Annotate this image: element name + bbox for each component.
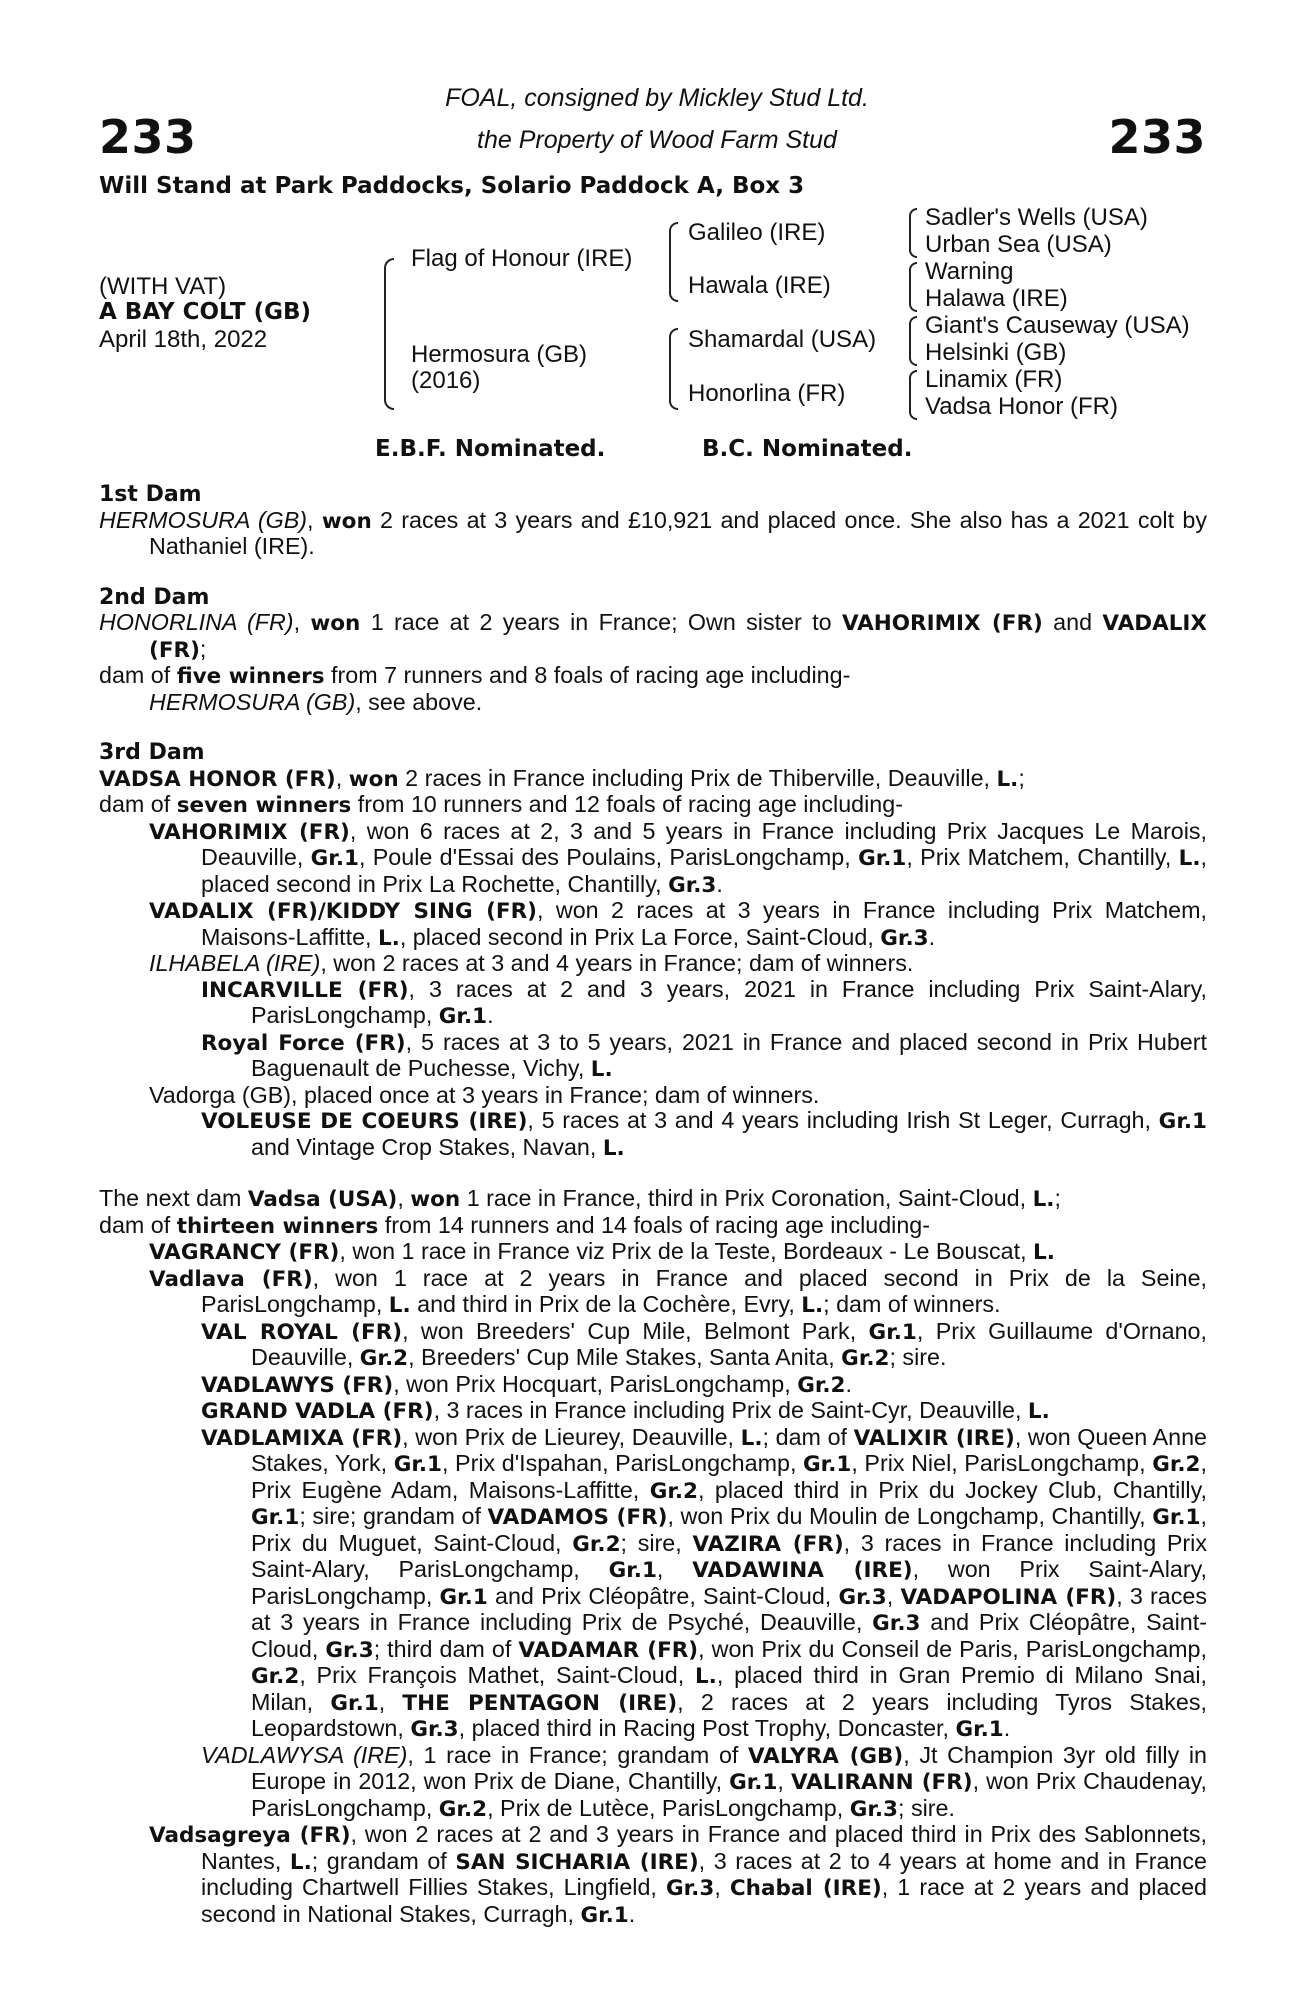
second-dam-produce: dam of five winners from 7 runners and 8 foals of racing age including- (99, 662, 851, 689)
grandfoal-val-royal: VAL ROYAL (FR), won Breeders' Cup Mile, Belmont Park, Gr.1, Prix Guillaume d'Ornano, Deauville, Gr.2, Breeders' Cup Mile Stakes, Santa Anita, Gr.2; sire. (201, 1317, 1207, 1371)
bc-nomination: B.C. Nominated. (702, 436, 913, 462)
consignor-line: FOAL, consigned by Mickley Stud Ltd. (445, 84, 869, 112)
ancestor-8: Vadsa Honor (FR) (925, 393, 1118, 420)
next-dam-produce: dam of thirteen winners from 14 runners and 14 foals of racing age including- (99, 1211, 931, 1239)
sire: Flag of Honour (IRE) (411, 245, 633, 272)
ancestor-3: Warning (925, 258, 1014, 285)
grandfoal-voleuse: VOLEUSE DE COEURS (IRE), 5 races at 3 and 4 years including Irish St Leger, Curragh, Gr.1 and Vintage Crop Stakes, Navan, L. (201, 1107, 1207, 1161)
dam-sire: Shamardal (USA) (688, 326, 877, 353)
g-brace-2 (909, 262, 917, 312)
grandfoal-vadlamixa: VADLAMIXA (FR), won Prix de Lieurey, Deauville, L.; dam of VALIXIR (IRE), won Queen Anne Stakes, York, Gr.1, Prix d'Ispahan, ParisLongchamp, Gr.1, Prix Niel, ParisLongchamp, Gr.2, Prix Eugène Adam, Maisons-Laffitte, Gr.2, placed third in Prix du Jockey Club, Chantilly, Gr.1; sire; grandam of VADAMOS (FR), won Prix du Moulin de Longchamp, Chantilly, Gr.1, Prix du Muguet, Saint-Cloud, Gr.2; sire, VAZIRA (FR), 3 races in France including Prix Saint-Alary, ParisLongchamp, Gr.1, VADAWINA (IRE), won Prix Saint-Alary, ParisLongchamp, Gr.1 and Prix Cléopâtre, Saint-Cloud, Gr.3, VADAPOLINA (FR), 3 races at 3 years in France including Prix de Psyché, Deauville, Gr.3 and Prix Cléopâtre, Saint-Cloud, Gr.3; third dam of VADAMAR (FR), won Prix du Conseil de Paris, ParisLongchamp, Gr.2, Prix François Mathet, Saint-Cloud, L., placed third in Gran Premio di Milano Snai, Milan, Gr.1, THE PENTAGON (IRE), 2 races at 2 years including Tyros Stakes, Leopardstown, Gr.3, placed third in Racing Post Trophy, Doncaster, Gr.1. (201, 1423, 1208, 1742)
sire-sire: Galileo (IRE) (688, 219, 826, 246)
second-dam-entry: HONORLINA (FR), won 1 race at 2 years in France; Own sister to VAHORIMIX (FR) and VADALIX (FR); (99, 609, 1207, 663)
second-dam-heading: 2nd Dam (99, 584, 210, 610)
g-brace-1 (909, 208, 917, 258)
foal-vadorga: Vadorga (GB), placed once at 3 years in France; dam of winners. (149, 1081, 820, 1108)
g-brace-4 (909, 370, 917, 420)
foal-vadsagreya: Vadsagreya (FR), won 2 races at 2 and 3 years in France and placed third in Prix des Sablonnets, Nantes, L.; grandam of SAN SICHARIA (IRE), 3 races at 2 to 4 years at home and in France including Chartwell Fillies Stakes, Lingfield, Gr.3, Chabal (IRE), 1 race at 2 years and placed second in National Stakes, Curragh, Gr.1. (149, 1821, 1207, 1928)
pedigree-brace (384, 258, 394, 410)
ebf-nomination: E.B.F. Nominated. (375, 436, 606, 462)
third-dam-entry: VADSA HONOR (FR), won 2 races in France including Prix de Thiberville, Deauville, L.; (99, 764, 1025, 792)
grandfoal-royal-force: Royal Force (FR), 5 races at 3 to 5 years, 2021 in France and placed second in Prix Hubert Baguenault de Puchesse, Vichy, L. (201, 1028, 1207, 1082)
sire-brace (669, 222, 678, 302)
grandfoal-vadlawys: VADLAWYS (FR), won Prix Hocquart, ParisLongchamp, Gr.2. (201, 1370, 852, 1398)
ancestor-6: Helsinki (GB) (925, 339, 1067, 366)
location-line: Will Stand at Park Paddocks, Solario Paddock A, Box 3 (99, 173, 805, 199)
first-dam-heading: 1st Dam (99, 482, 202, 507)
next-dam-entry: The next dam Vadsa (USA), won 1 race in France, third in Prix Coronation, Saint-Cloud, L.; (99, 1185, 1061, 1212)
sire-dam: Hawala (IRE) (688, 272, 831, 299)
horse-name: A BAY COLT (GB) (99, 299, 312, 325)
grandfoal-incarville: INCARVILLE (FR), 3 races at 2 and 3 years, 2021 in France including Prix Saint-Alary, ParisLongchamp, Gr.1. (201, 975, 1208, 1029)
ancestor-7: Linamix (FR) (925, 366, 1063, 393)
dam-brace (669, 328, 678, 410)
foal-vadalix: VADALIX (FR)/KIDDY SING (FR), won 2 races at 3 years in France including Prix Matchem, Maisons-Laffitte, L., placed second in Prix La Force, Saint-Cloud, Gr.3. (149, 897, 1207, 951)
vat-note: (WITH VAT) (99, 273, 227, 300)
family-notes (99, 482, 1207, 1928)
property-line: the Property of Wood Farm Stud (477, 126, 837, 154)
foaling-date: April 18th, 2022 (99, 326, 268, 353)
lot-number-left: 233 (99, 110, 197, 164)
ancestor-2: Urban Sea (USA) (925, 231, 1112, 258)
foal-ilhabela: ILHABELA (IRE), won 2 races at 3 and 4 years in France; dam of winners. (149, 950, 914, 976)
dam-dam: Honorlina (FR) (688, 380, 846, 407)
lot-number-right: 233 (1108, 110, 1206, 164)
second-dam-foal: HERMOSURA (GB), see above. (149, 688, 483, 715)
foal-vadlava: Vadlava (FR), won 1 race at 2 years in France and placed second in Prix de la Seine, ParisLongchamp, L. and third in Prix de la Cochère, Evry, L.; dam of winners. (149, 1264, 1207, 1318)
third-dam-produce: dam of seven winners from 10 runners and 12 foals of racing age including- (99, 791, 903, 818)
foal-vahorimix: VAHORIMIX (FR), won 6 races at 2, 3 and 5 years in France including Prix Jacques Le Marois, Deauville, Gr.1, Poule d'Essai des Poulains, ParisLongchamp, Gr.1, Prix Matchem, Chantilly, L., placed second in Prix La Rochette, Chantilly, Gr.3. (149, 817, 1208, 898)
g-brace-3 (909, 316, 917, 366)
ancestor-4: Halawa (IRE) (925, 285, 1068, 312)
ancestor-1: Sadler's Wells (USA) (925, 204, 1148, 231)
first-dam-entry: HERMOSURA (GB), won 2 races at 3 years and £10,921 and placed once. She also has a 2021 colt by Nathaniel (IRE). (99, 506, 1207, 559)
dam-year: (2016) (411, 367, 481, 394)
grandfoal-vadlawysa: VADLAWYSA (IRE), 1 race in France; grandam of VALYRA (GB), Jt Champion 3yr old filly in Europe in 2012, won Prix de Diane, Chantilly, Gr.1, VALIRANN (FR), won Prix Chaudenay, ParisLongchamp, Gr.2, Prix de Lutèce, ParisLongchamp, Gr.3; sire. (201, 1741, 1208, 1822)
grandfoal-grand-vadla: GRAND VADLA (FR), 3 races in France including Prix de Saint-Cyr, Deauville, L. (201, 1397, 1050, 1424)
foal-vagrancy: VAGRANCY (FR), won 1 race in France viz Prix de la Teste, Bordeaux - Le Bouscat, L. (149, 1238, 1055, 1265)
ancestor-5: Giant's Causeway (USA) (925, 312, 1190, 339)
third-dam-heading: 3rd Dam (99, 740, 205, 765)
dam: Hermosura (GB) (411, 341, 588, 368)
